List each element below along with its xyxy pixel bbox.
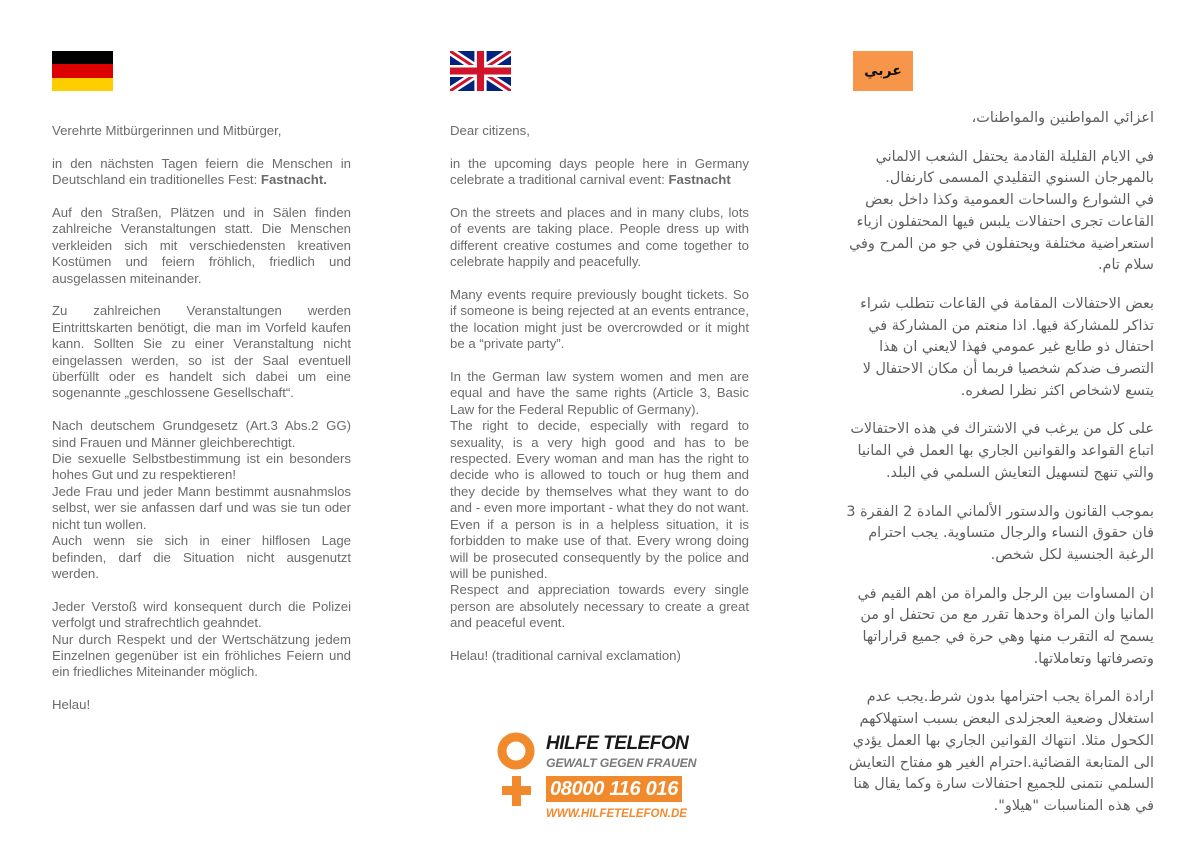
english-paragraph-4c: Respect and appreciation towards every single person are absolutely necessary to create a great and peaceful event. [450, 582, 749, 631]
english-text [450, 123, 749, 681]
english-paragraph-1 [450, 156, 749, 189]
german-paragraph-4d: Auch wenn sie sich in einer hilflosen Lage befinden, darf die Situation nicht ausgenutzt werden. [52, 533, 351, 581]
german-p1-text: in den nächsten Tagen feiern die Menschen in Deutschland ein traditionelles Fest: [52, 155, 351, 188]
german-closing: Helau! [52, 697, 91, 713]
english-paragraph-4a: In the German law system women and men are equal and have the same rights (Article 3, Basic Law for the Federal Republic of Germany). [450, 369, 749, 417]
german-paragraph-5a: Jeder Verstoß wird konsequent durch die Polizei verfolgt und strafrechtlich geahndet. [52, 598, 351, 631]
english-p1-text: in the upcoming days people here in Germany celebrate a traditional carnival event: [450, 155, 749, 188]
arabic-paragraph-5: بموجب القانون والدستور الألماني المادة 2 الفقرة 3 فان حقوق النساء والرجال متساوية. يجب احترام الرغبة الجنسية لكل شخص. [846, 503, 1154, 563]
helpline-website-link[interactable]: WWW.HILFETELEFON.DE [546, 808, 687, 820]
german-paragraph-1 [52, 156, 351, 189]
german-fastnacht-bold: Fastnacht. [260, 172, 327, 188]
female-symbol-icon [497, 732, 539, 807]
flag-stripe-gold [52, 78, 113, 91]
arabic-paragraph-3: بعض الاحتفالات المقامة في القاعات تتطلب شراء تذاكر للمشاركة فيها. اذا منعتم من المشاركة في احتفال ذو طابع غير عمومي فهذا لايعني ان هذا التصرف ضدكم شخصيا فربما أن مكان الاحتفال لا يتسع لاشخاص اكثر نظرا لصغره. [860, 295, 1154, 399]
germany-flag-icon [52, 51, 113, 91]
german-paragraph-3: Zu zahlreichen Veranstaltungen werden Eintrittskarten benötigt, die man im Vorfeld kaufen kann. Sollten Sie zu einer Veranstaltung nicht eingelassen werden, so ist der Saal eventuell überfüllt oder es handelt sich dabei um eine sogenannte „geschlossene Gesellschaft“. [52, 303, 351, 401]
hilfetelefon-logo [497, 729, 697, 829]
flag-stripe-red [52, 64, 113, 77]
german-paragraph-4a: Nach deutschem Grundgesetz (Art.3 Abs.2 GG) sind Frauen und Männer gleichberechtigt. [52, 418, 351, 450]
arabic-paragraph-4: على كل من يرغب في الاشتراك في هذه الاحتفالات اتباع القواعد والقوانين الجاري بها العمل في المانيا والتي تنهج لتسهيل التعايش السلمي في البلد. [850, 421, 1154, 481]
english-greeting: Dear citizens, [450, 123, 530, 138]
flag-stripe-black [52, 51, 113, 64]
english-paragraph-3: Many events require previously bought tickets. So if someone is being rejected at an events entrance, the location might just be overcrowded or it might be a “private party”. [450, 287, 749, 352]
german-text [52, 123, 351, 730]
german-paragraph-2: Auf den Straßen, Plätzen und in Sälen finden zahlreiche Veranstaltungen statt. Die Menschen verkleiden sich mit verschiedensten kreativen Kostümen und feiern fröhlich, friedlich und ausgelassen miteinander. [52, 205, 351, 286]
german-paragraph-4c: Jede Frau und jeder Mann bestimmt ausnahmslos selbst, wer sie anfassen darf und was sie tun oder nicht tun wollen. [52, 483, 351, 532]
german-greeting: Verehrte Mitbürgerinnen und Mitbürger, [52, 123, 282, 138]
english-fastnacht-bold: Fastnacht [668, 172, 731, 188]
arabic-greeting: اعزائي المواطنين والمواطنات، [971, 110, 1154, 126]
german-paragraph-5b: Nur durch Respekt und der Wertschätzung jedem Einzelnen gegenüber ist ein fröhliches Feiern und ein friedliches Miteinander möglich. [52, 631, 351, 680]
german-paragraph-4b: Die sexuelle Selbstbestimmung ist ein besonders hohes Gut und zu respektieren! [52, 451, 351, 483]
logo-title: HILFE TELEFON [546, 733, 689, 754]
english-closing: Helau! (traditional carnival exclamation) [450, 647, 681, 663]
english-paragraph-2: On the streets and places and in many clubs, lots of events are taking place. People dress up with different creative costumes and come together to celebrate happily and peacefully. [450, 205, 749, 270]
english-paragraph-4b: The right to decide, especially with regard to sexuality, is a very high good and has to be respected. Every woman and man has the right to decide who is allowed to touch or hug them and they decide by themselves what they want to do and - even more important - what they do not want. Even if a person is in a helpless situation, it is forbidden to make use of that. Every wrong doing will be prosecuted consequently by the police and will be punished. [450, 418, 749, 581]
arabic-language-label: عربي [853, 51, 913, 91]
arabic-text [838, 108, 1154, 835]
arabic-paragraph-7: ارادة المراة يجب احترامها بدون شرط.يجب عدم استغلال وضعية العجزلدى البعض بسبب استهلاكهم الكحول مثلا. انتهاك القوانين الجاري بها العمل يؤدي الى المتابعة القضائية.احترام الغير هو مفتاح التعايش السلمي نتمنى للجميع احتفالات سارة وكما يقال هنا في هذه المناسبات "هيلاو". [848, 689, 1154, 814]
logo-subtitle: GEWALT GEGEN FRAUEN [546, 756, 697, 770]
arabic-paragraph-2: في الشوارع والساحات العمومية وكذا داخل بعض القاعات تجرى احتفالات يلبس فيها المحتفلون ازياء استعراضية مختلفة ويحتفلون في جو من المرح وفي سلام تام. [849, 192, 1154, 274]
uk-flag-icon [450, 51, 511, 91]
arabic-paragraph-6: ان المساوات بين الرجل والمراة من اهم القيم في المانيا وان المراة وحدها تقرر مع من تحتفل او من يسمح له التقرب منها وهي حرة في جميع قراراتها وتصرفاتها وتعاملاتها. [857, 585, 1154, 667]
arabic-paragraph-1: في الايام القليلة القادمة يحتفل الشعب الالماني بالمهرجان السنوي التقليدي المسمى كارنفال. [875, 148, 1154, 187]
helpline-phone-number[interactable]: 08000 116 016 [546, 776, 682, 802]
